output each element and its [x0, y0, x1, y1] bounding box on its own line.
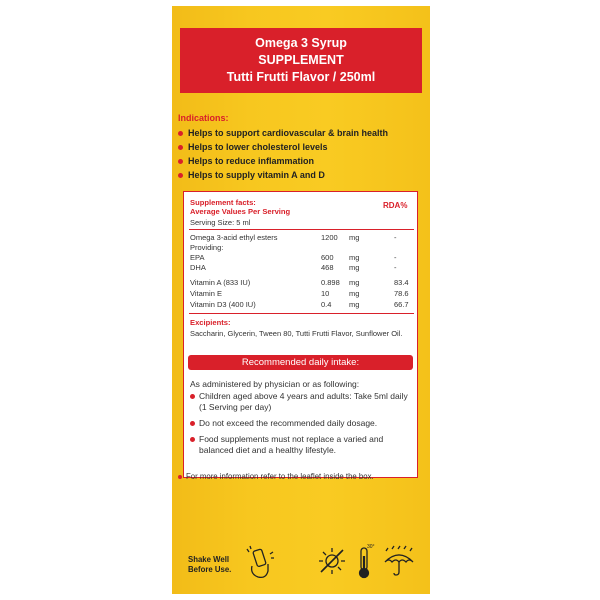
thermometer-30-icon — [352, 542, 376, 580]
bullet-icon — [178, 475, 182, 479]
serving-size: Serving Size: 5 ml — [190, 218, 251, 227]
divider — [189, 229, 414, 230]
excipients-text: Saccharin, Glycerin, Tween 80, Tutti Frutti Flavor, Sunflower Oil. — [190, 329, 403, 338]
product-type: SUPPLEMENT — [258, 53, 344, 67]
no-sun-icon — [316, 545, 348, 577]
intake-item: Children aged above 4 years and adults: Take 5ml daily (1 Serving per day) — [190, 391, 414, 413]
bullet-icon — [190, 421, 195, 426]
indications-section — [178, 113, 428, 182]
facts-row: DHA 468 mg - — [190, 263, 397, 272]
recommended-intake-banner: Recommended daily intake: — [188, 355, 413, 370]
indications-title: Indications: — [178, 113, 229, 123]
indication-item: Helps to support cardiovascular & brain health — [178, 126, 428, 140]
product-name: Omega 3 Syrup — [255, 36, 347, 50]
facts-row: Vitamin D3 (400 IU) 0.4 mg 66.7 — [190, 300, 409, 309]
indication-item: Helps to lower cholesterol levels — [178, 140, 428, 154]
shake-well-note: Shake Well Before Use. — [188, 555, 232, 574]
bullet-icon — [178, 159, 183, 164]
leaflet-note: For more information refer to the leaflet inside the box. — [178, 472, 374, 481]
svg-text:30°: 30° — [367, 544, 375, 550]
indication-item: Helps to reduce inflammation — [178, 154, 428, 168]
facts-row: Omega 3-acid ethyl esters 1200 mg - — [190, 233, 397, 242]
supplement-facts-panel — [183, 191, 418, 478]
facts-row: Vitamin E 10 mg 78.6 — [190, 289, 409, 298]
facts-title: Supplement facts: — [190, 198, 256, 207]
facts-row: EPA 600 mg - — [190, 253, 397, 262]
rda-header: RDA% — [383, 201, 408, 210]
facts-row: Vitamin A (833 IU) 0.898 mg 83.4 — [190, 278, 409, 287]
indication-item: Helps to supply vitamin A and D — [178, 168, 428, 182]
excipients-title: Excipients: — [190, 318, 231, 327]
bullet-icon — [190, 394, 195, 399]
intake-item: Food supplements must not replace a varied and balanced diet and a healthy lifestyle. — [190, 434, 414, 456]
product-flavor-volume: Tutti Frutti Flavor / 250ml — [226, 70, 376, 84]
facts-subtitle: Average Values Per Serving — [190, 207, 291, 216]
divider — [189, 313, 414, 314]
shake-bottle-icon — [246, 544, 276, 580]
product-title-banner — [180, 28, 422, 93]
intake-intro: As administered by physician or as following: — [190, 379, 360, 389]
facts-row: Providing: — [190, 243, 224, 252]
bullet-icon — [190, 437, 195, 442]
bullet-icon — [178, 145, 183, 150]
bullet-icon — [178, 173, 183, 178]
intake-item: Do not exceed the recommended daily dosage. — [190, 418, 414, 429]
facts-heading — [190, 198, 290, 216]
keep-dry-umbrella-icon — [382, 542, 416, 578]
bullet-icon — [178, 131, 183, 136]
